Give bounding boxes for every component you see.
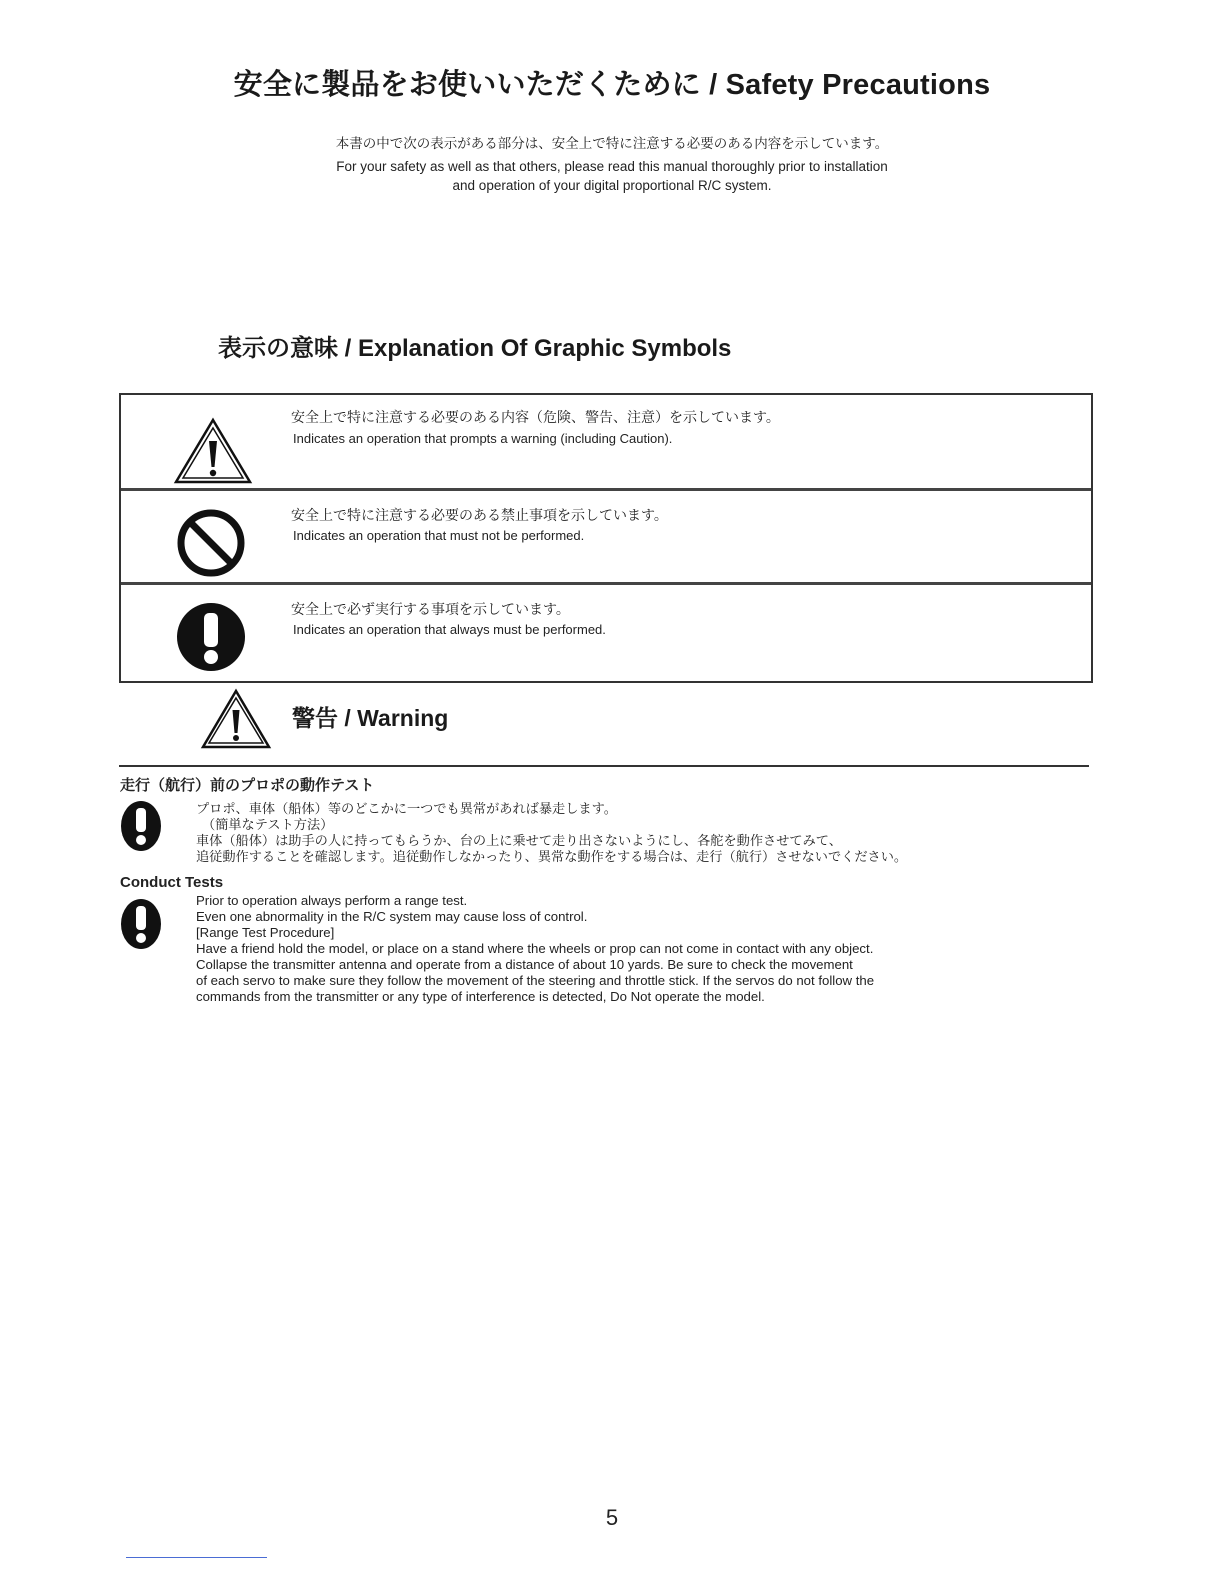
section-japanese-line-1: プロポ、車体（船体）等のどこかに一つでも異常があれば暴走します。 [196, 801, 617, 816]
symbol-row-warning [121, 395, 1091, 491]
section-japanese-line-2: （簡単なテスト方法） [202, 817, 334, 832]
intro-japanese: 本書の中で次の表示がある部分は、安全上で特に注意する必要のある内容を示しています。 [335, 136, 889, 151]
warning-title: 警告 / Warning [292, 705, 449, 731]
section-english-line-1: Prior to operation always perform a range test. [196, 893, 468, 908]
section-english-line-5: Collapse the transmitter antenna and operate from a distance of about 10 yards. Be sure to check the movement [196, 957, 853, 972]
section-english-line-2: Even one abnormality in the R/C system may cause loss of control. [196, 909, 588, 924]
page-number: 5 [605, 1505, 619, 1530]
symbols-section-title: 表示の意味 / Explanation Of Graphic Symbols [218, 335, 732, 362]
warning-triangle-icon [200, 688, 272, 750]
section-japanese-line-3: 車体（船体）は助手の人に持ってもらうか、台の上に乗せて走り出さないようにし、各舵を動作させてみて、 [196, 833, 842, 848]
mandatory-exclamation-icon [120, 898, 162, 950]
mandatory-exclamation-icon [175, 601, 247, 673]
section-english-line-6: of each servo to make sure they follow the movement of the steering and throttle stick. If the servos do not follow the [196, 973, 875, 988]
section-japanese-heading: 走行（航行）前のプロポの動作テスト [120, 777, 375, 794]
symbol-mandatory-english: Indicates an operation that always must be performed. [293, 622, 606, 637]
divider [119, 765, 1089, 767]
symbol-mandatory-japanese: 安全上で必ず実行する事項を示しています。 [291, 601, 570, 617]
symbol-prohibited-english: Indicates an operation that must not be performed. [293, 528, 585, 543]
symbol-prohibited-japanese: 安全上で特に注意する必要のある禁止事項を示しています。 [291, 507, 668, 523]
footer-rule [126, 1557, 267, 1558]
page-title: 安全に製品をお使いいただくために / Safety Precautions [233, 69, 991, 101]
section-english-line-4: Have a friend hold the model, or place on a stand where the wheels or prop can not come in contact with any object. [196, 941, 874, 956]
warning-triangle-icon [173, 417, 253, 485]
section-japanese-body [196, 801, 907, 865]
section-english-line-7: commands from the transmitter or any type of interference is detected, Do Not operate the model. [196, 989, 765, 1004]
intro-english-line-1: For your safety as well as that others, please read this manual thoroughly prior to installation [336, 159, 888, 174]
prohibited-circle-icon [175, 507, 247, 579]
symbol-row-prohibited [121, 491, 1091, 585]
mandatory-exclamation-icon [120, 800, 162, 852]
section-english-body [196, 893, 874, 1005]
section-english-line-3: [Range Test Procedure] [196, 925, 335, 940]
symbol-warning-english: Indicates an operation that prompts a warning (including Caution). [293, 431, 673, 446]
section-japanese-line-4: 追従動作することを確認します。追従動作しなかったり、異常な動作をする場合は、走行（航行）させないでください。 [196, 849, 908, 864]
symbols-table [119, 393, 1093, 683]
symbol-warning-japanese: 安全上で特に注意する必要のある内容（危険、警告、注意）を示しています。 [291, 409, 780, 425]
symbol-row-mandatory [121, 585, 1091, 681]
intro-english-line-2: and operation of your digital proportional R/C system. [452, 178, 772, 193]
section-english-heading: Conduct Tests [120, 874, 224, 891]
